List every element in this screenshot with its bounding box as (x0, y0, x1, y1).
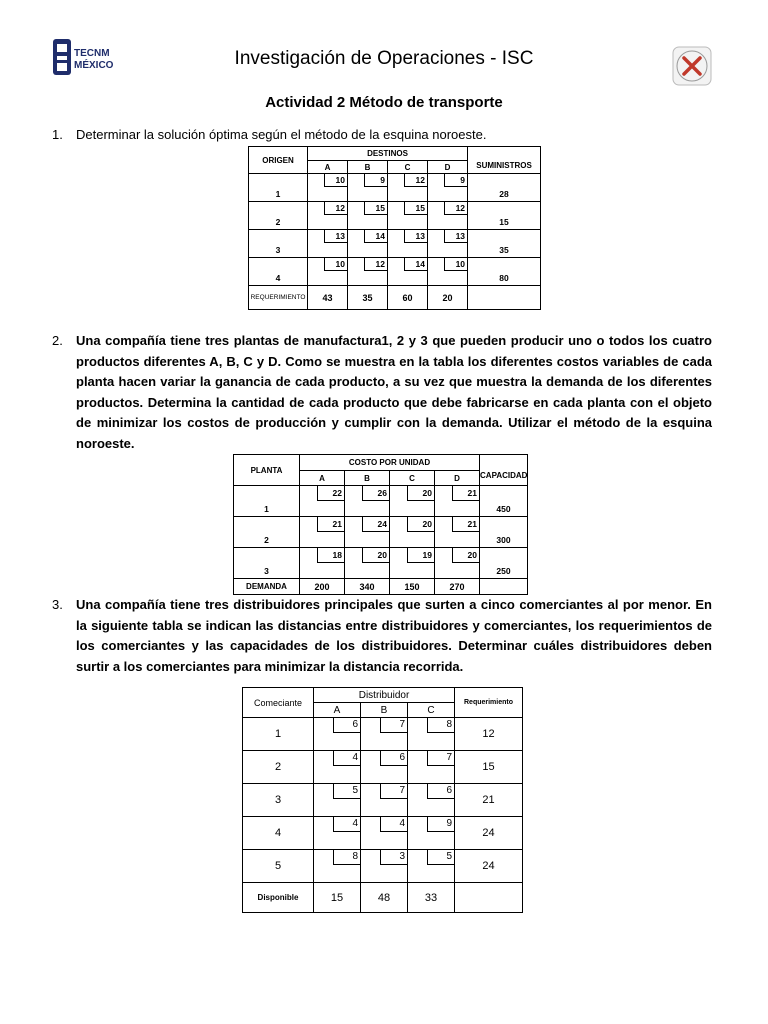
col-header: C (388, 161, 428, 174)
distance-cell: 7 (380, 718, 407, 733)
col-header: D (428, 161, 468, 174)
capacity-value: 300 (496, 535, 511, 545)
q3-table (242, 687, 523, 913)
supply-header: SUMINISTROS (468, 161, 541, 174)
distance-cell: 4 (380, 817, 407, 832)
distance-cell: 9 (427, 817, 454, 832)
cost-cell: 22 (317, 486, 344, 501)
table-row: 2 21 24 20 21 300 (234, 517, 528, 548)
question-text: Una compañía tiene tres plantas de manufactura1, 2 y 3 que pueden producir uno o todos los cuatro productos diferentes A, B, C y D. Como se muestra en la tabla los diferentes costos variables de cada planta hacen variar la ganancia de cada producto, a su vez que muestra la demanda de los diferentes productos. Determina la cantidad de cada producto que debe fabricarse en cada planta con el objeto de minimizar los costos de producción y cumplir con la demanda. Utilizar el método de la esquina noroeste. (76, 333, 712, 451)
institute-seal-icon (672, 46, 712, 86)
requirement-row: REQUERIMIENTO 43 35 60 20 (249, 286, 541, 310)
col-header: B (345, 471, 390, 486)
question-2 (52, 331, 742, 451)
distance-cell: 4 (333, 751, 360, 766)
cost-cell: 10 (324, 174, 347, 187)
distance-cell: 8 (333, 850, 360, 865)
distance-cell: 6 (427, 784, 454, 799)
cost-cell: 15 (404, 202, 427, 215)
table-row: 5 8 3 5 24 (243, 850, 523, 883)
cost-cell: 13 (324, 230, 347, 243)
distance-cell: 8 (427, 718, 454, 733)
distance-cell: 7 (380, 784, 407, 799)
question-text: Determinar la solución óptima según el método de la esquina noroeste. (76, 127, 487, 142)
distance-cell: 4 (333, 817, 360, 832)
capacity-header: CAPACIDAD (480, 471, 528, 486)
cost-cell: 15 (364, 202, 387, 215)
svg-text:MÉXICO: MÉXICO (74, 60, 114, 71)
cost-cell: 13 (404, 230, 427, 243)
cost-cell: 12 (404, 174, 427, 187)
cost-cell: 12 (364, 258, 387, 271)
distance-cell: 3 (380, 850, 407, 865)
col-header: A (300, 471, 345, 486)
table-row: 1 22 26 20 21 450 (234, 486, 528, 517)
cost-cell: 26 (362, 486, 389, 501)
distance-cell: 7 (427, 751, 454, 766)
cost-cell: 24 (362, 517, 389, 532)
capacity-value: 450 (496, 504, 511, 514)
cost-cell: 9 (364, 174, 387, 187)
question-text: Una compañía tiene tres distribuidores principales que surten a cinco comerciantes al por menor. En la siguiente tabla se indican las distancias entre distribuidores y comerciantes, los requerimientos de los comerciantes y las capacidades de los distribuidores. Determinar cuáles distribuidores deben surtir a los comerciantes para minimizar la distancia recorrida. (76, 597, 712, 674)
distance-cell: 5 (427, 850, 454, 865)
supply-value: 35 (499, 245, 509, 255)
cost-cell: 18 (317, 548, 344, 563)
cost-cell: 10 (324, 258, 347, 271)
table-row: 3 13 14 13 13 35 (249, 230, 541, 258)
question-1 (52, 125, 742, 147)
cost-cell: 21 (317, 517, 344, 532)
distance-cell: 6 (380, 751, 407, 766)
capacity-value: 250 (496, 566, 511, 576)
svg-text:TECNM: TECNM (74, 48, 110, 59)
col-header: C (408, 703, 455, 718)
cost-header: COSTO POR UNIDAD (300, 455, 480, 471)
cost-cell: 12 (324, 202, 347, 215)
cost-cell: 19 (407, 548, 434, 563)
table-row: 1 6 7 8 12 (243, 718, 523, 751)
page-title: Investigación de Operaciones - ISC (234, 48, 534, 69)
table-row: 4 4 4 9 24 (243, 817, 523, 850)
q2-table (233, 454, 528, 595)
destinations-header: DESTINOS (308, 147, 468, 161)
supply-value: 15 (499, 217, 509, 227)
merchant-header: Comeciante (243, 688, 314, 718)
cost-cell: 20 (452, 548, 479, 563)
table-row: 4 10 12 14 10 80 (249, 258, 541, 286)
cost-cell: 20 (362, 548, 389, 563)
cost-cell: 13 (444, 230, 467, 243)
distance-cell: 5 (333, 784, 360, 799)
col-header: B (348, 161, 388, 174)
col-header: C (390, 471, 435, 486)
table-row: 2 4 6 7 15 (243, 751, 523, 784)
cost-cell: 9 (444, 174, 467, 187)
cost-cell: 21 (452, 486, 479, 501)
col-header: B (361, 703, 408, 718)
available-row: Disponible 15 48 33 (243, 883, 523, 913)
question-number: 2. (52, 333, 63, 348)
question-number: 1. (52, 127, 63, 142)
col-header: D (435, 471, 480, 486)
table-row: 2 12 15 15 12 15 (249, 202, 541, 230)
question-number: 3. (52, 597, 63, 612)
q1-table (248, 146, 541, 310)
demand-row: DEMANDA 200 340 150 270 (234, 579, 528, 595)
requirement-header: Requerimiento (455, 688, 523, 718)
cost-cell: 21 (452, 517, 479, 532)
col-header: A (314, 703, 361, 718)
table-row: 1 10 9 12 9 28 (249, 174, 541, 202)
supply-value: 28 (499, 189, 509, 199)
table-row: 3 5 7 6 21 (243, 784, 523, 817)
distributor-header: Distribuidor (314, 688, 455, 703)
cost-cell: 14 (364, 230, 387, 243)
cost-cell: 20 (407, 486, 434, 501)
table-row: 3 18 20 19 20 250 (234, 548, 528, 579)
activity-title: Actividad 2 Método de transporte (265, 94, 503, 111)
plant-header: PLANTA (234, 455, 300, 486)
cost-cell: 12 (444, 202, 467, 215)
origin-header: ORIGEN (249, 147, 308, 174)
supply-value: 80 (499, 273, 509, 283)
cost-cell: 14 (404, 258, 427, 271)
col-header: A (308, 161, 348, 174)
distance-cell: 6 (333, 718, 360, 733)
question-3 (52, 595, 742, 679)
cost-cell: 10 (444, 258, 467, 271)
cost-cell: 20 (407, 517, 434, 532)
